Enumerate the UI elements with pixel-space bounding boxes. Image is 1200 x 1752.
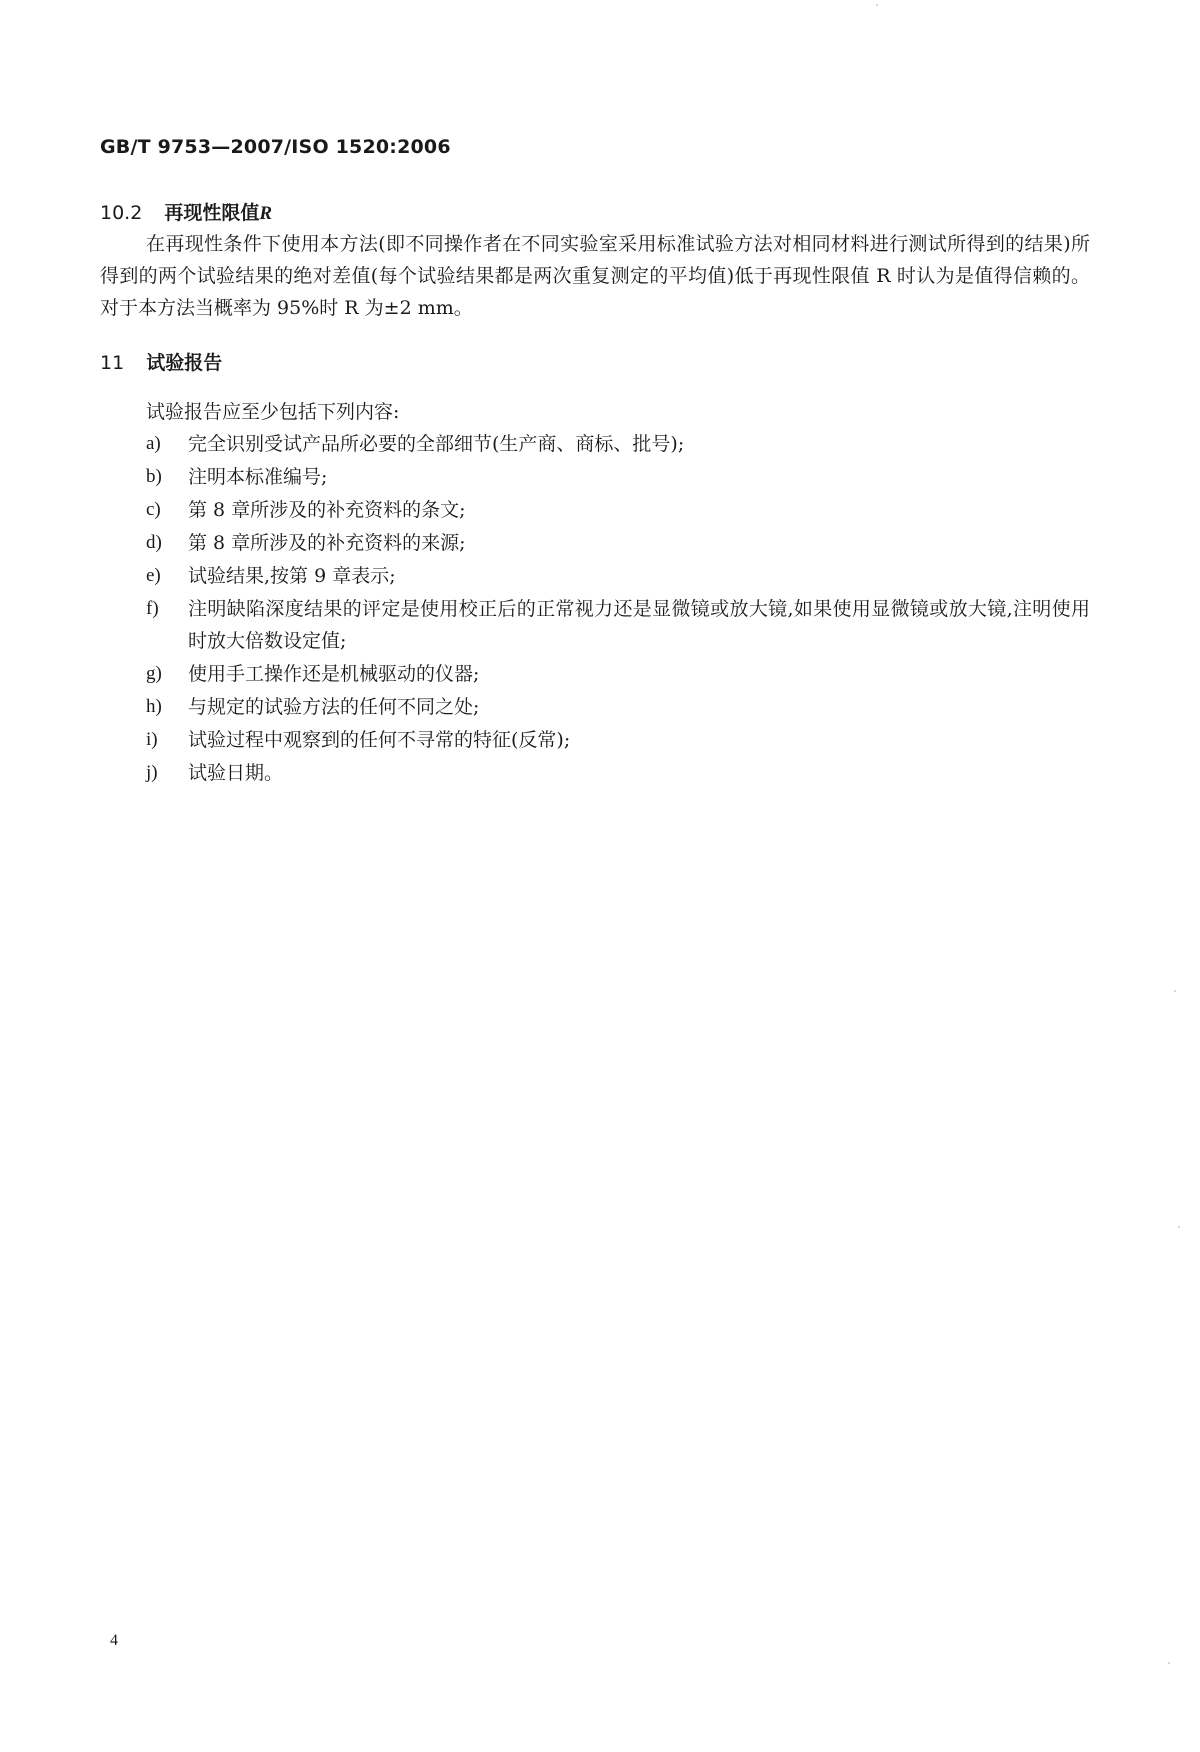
list-item <box>146 593 1090 657</box>
list-item-marker: i) <box>146 729 158 750</box>
list-item <box>146 494 1090 526</box>
list-item-text: 试验日期。 <box>188 762 284 784</box>
section-10-2-heading <box>100 198 272 225</box>
list-item-marker: e) <box>146 565 161 586</box>
list-item <box>146 428 1090 460</box>
list-item-marker: h) <box>146 696 162 717</box>
list-item-marker: d) <box>146 532 162 553</box>
list-item <box>146 560 1090 592</box>
list-item-marker: g) <box>146 663 162 684</box>
scan-speck <box>1178 1226 1180 1228</box>
list-item-text: 完全识别受试产品所必要的全部细节(生产商、商标、批号); <box>188 433 685 455</box>
list-item-marker: f) <box>146 598 159 619</box>
list-item <box>146 724 1090 756</box>
list-item-text: 与规定的试验方法的任何不同之处; <box>188 696 480 718</box>
scan-speck <box>1174 990 1176 992</box>
standard-code-header: GB/T 9753—2007/ISO 1520:2006 <box>100 136 451 158</box>
list-item-text: 试验结果,按第 9 章表示; <box>188 565 396 587</box>
list-item-text: 第 8 章所涉及的补充资料的来源; <box>188 532 466 554</box>
section-number: 11 <box>100 352 125 374</box>
list-item-text: 使用手工操作还是机械驱动的仪器; <box>188 663 480 685</box>
section-number: 10.2 <box>100 202 143 224</box>
list-item <box>146 527 1090 559</box>
list-item-marker: b) <box>146 466 162 487</box>
scan-speck <box>1168 1662 1170 1664</box>
list-item-marker: c) <box>146 499 161 520</box>
list-item <box>146 757 1090 789</box>
section-title-symbol: R <box>259 203 273 224</box>
page-number: 4 <box>110 1632 118 1649</box>
section-title: 试验报告 <box>146 352 223 374</box>
list-item-text: 注明本标准编号; <box>188 466 328 488</box>
reproducibility-paragraph: 在再现性条件下使用本方法(即不同操作者在不同实验室采用标准试验方法对相同材料进行测试所得到的结果)所得到的两个试验结果的绝对差值(每个试验结果都是两次重复测定的平均值)低于再现性限值 R 时认为是值得信赖的。对于本方法当概率为 95%时 R 为±2 mm。 <box>100 233 1090 319</box>
list-item-text: 试验过程中观察到的任何不寻常的特征(反常); <box>188 729 571 751</box>
list-item-text: 注明缺陷深度结果的评定是使用校正后的正常视力还是显微镜或放大镜,如果使用显微镜或放大镜,注明使用时放大倍数设定值; <box>188 598 1090 652</box>
list-item-marker: a) <box>146 433 161 454</box>
list-item <box>146 691 1090 723</box>
section-11-heading <box>100 348 222 375</box>
report-content-list <box>146 428 1090 790</box>
list-item <box>146 461 1090 493</box>
report-list-intro: 试验报告应至少包括下列内容: <box>146 401 400 423</box>
list-item-text: 第 8 章所涉及的补充资料的条文; <box>188 499 466 521</box>
list-item-marker: j) <box>146 762 158 783</box>
list-item <box>146 658 1090 690</box>
scan-speck <box>876 4 878 6</box>
section-title: 再现性限值 <box>164 202 260 224</box>
